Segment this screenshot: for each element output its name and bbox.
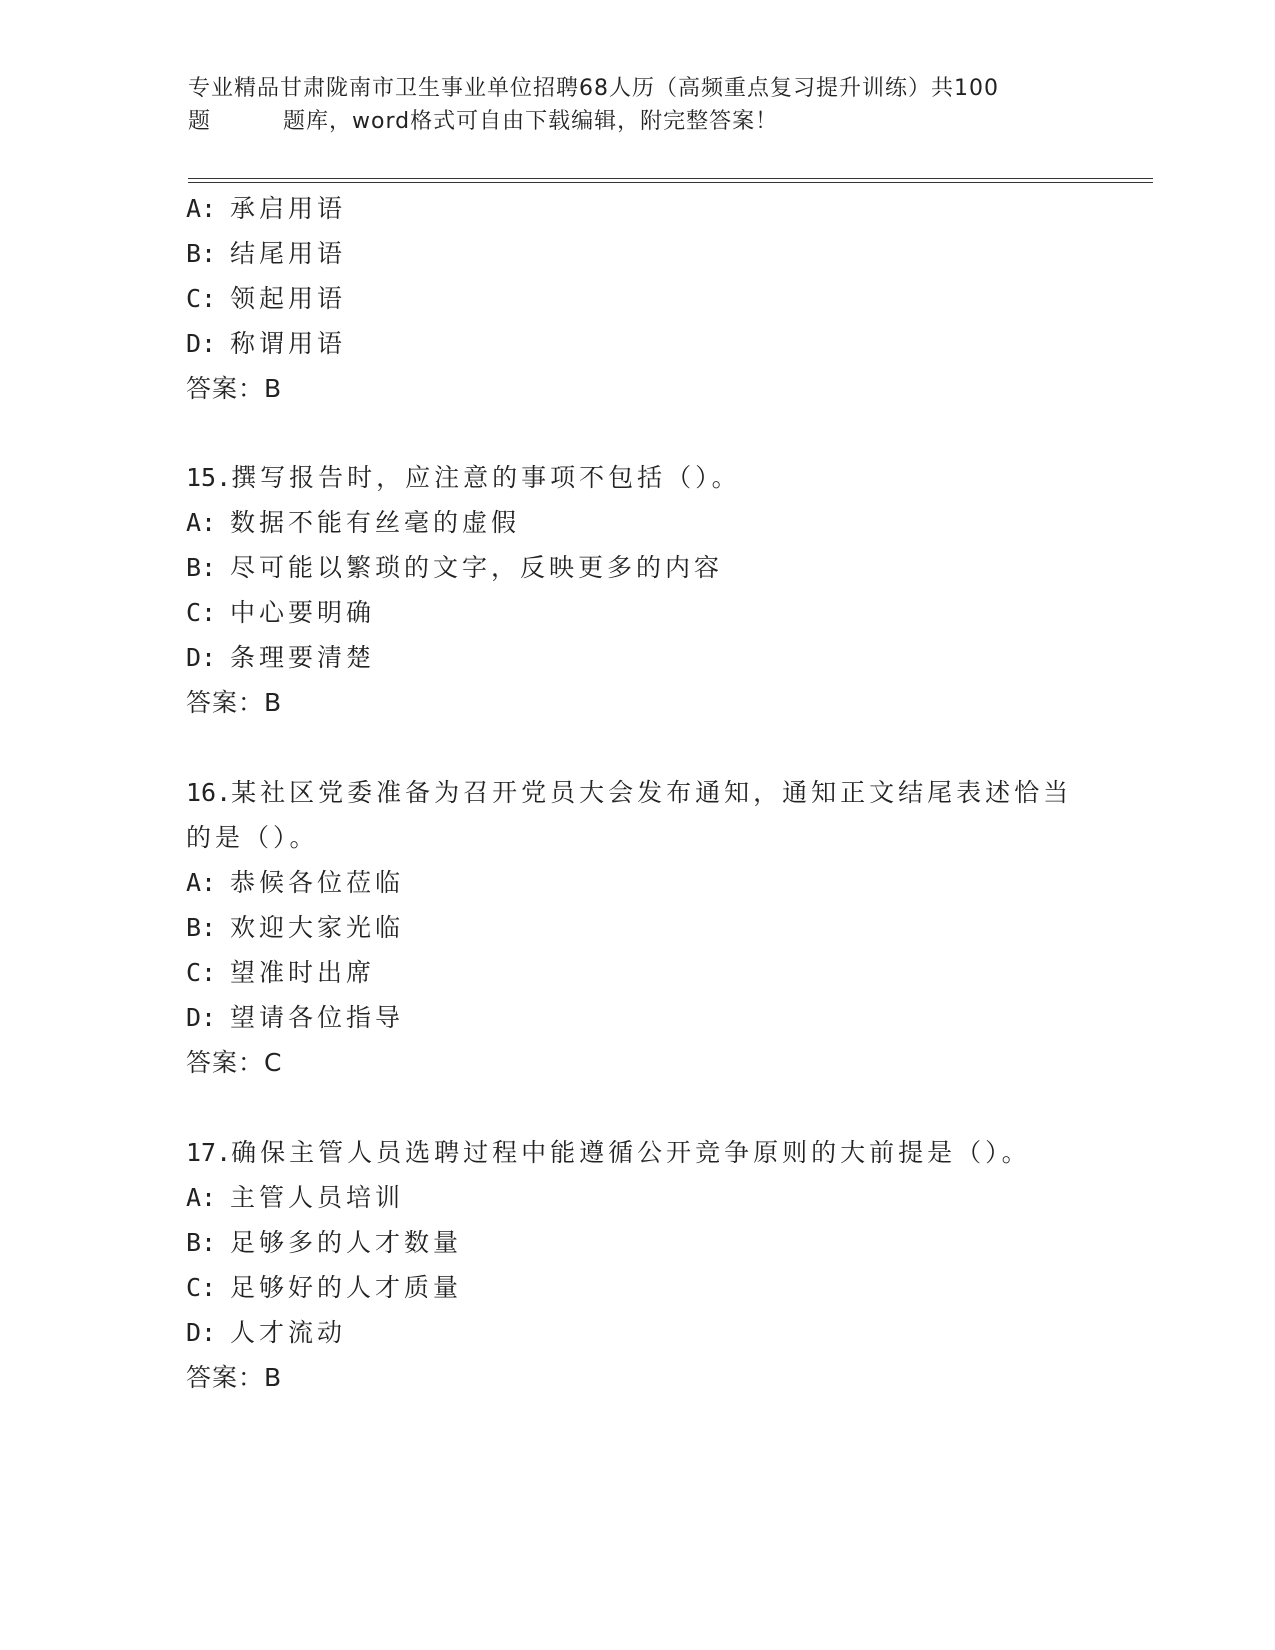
q17-question — [186, 1137, 1031, 1169]
option-text: 数据不能有丝毫的虚假 — [230, 508, 521, 537]
q15-question — [186, 462, 741, 494]
option-letter: D: — [186, 1003, 217, 1032]
option-letter: B: — [186, 553, 217, 582]
q15-option-a — [186, 507, 520, 539]
option-text: 结尾用语 — [230, 239, 347, 268]
question-number: 17. — [186, 1138, 232, 1167]
q14-answer — [186, 373, 281, 405]
q16-option-a — [186, 867, 404, 899]
option-letter: D: — [186, 329, 217, 358]
option-letter: D: — [186, 1318, 217, 1347]
answer-value: C — [264, 1048, 282, 1077]
answer-value: B — [264, 688, 282, 717]
question-number: 16. — [186, 778, 232, 807]
header-line-2 — [188, 105, 1088, 138]
q15-option-c — [186, 597, 375, 629]
q16-answer — [186, 1047, 281, 1079]
answer-value: B — [264, 1363, 282, 1392]
answer-value: B — [264, 374, 282, 403]
question-text: 撰写报告时，应注意的事项不包括（）。 — [231, 463, 741, 492]
option-text: 条理要清楚 — [230, 643, 376, 672]
q15-answer — [186, 687, 281, 719]
option-letter: A: — [186, 1183, 217, 1212]
q16-option-d — [186, 1002, 404, 1034]
option-text: 尽可能以繁琐的文字，反映更多的内容 — [230, 553, 724, 582]
option-text: 称谓用语 — [230, 329, 347, 358]
header-line-2-start: 题 — [188, 109, 212, 134]
q16-question — [186, 777, 1072, 809]
option-text: 主管人员培训 — [230, 1183, 405, 1212]
header-rule-top — [188, 178, 1153, 179]
option-letter: A: — [186, 194, 217, 223]
option-letter: A: — [186, 508, 217, 537]
q14-option-c — [186, 283, 346, 315]
question-text: 确保主管人员选聘过程中能遵循公开竞争原则的大前提是（）。 — [231, 1138, 1031, 1167]
q17-option-c — [186, 1272, 462, 1304]
option-text: 中心要明确 — [230, 598, 376, 627]
question-text-cont: 的是（）。 — [186, 823, 319, 852]
option-letter: C: — [186, 1273, 217, 1302]
option-letter: A: — [186, 868, 217, 897]
header-line-2-end: 题库，word格式可自由下载编辑，附完整答案！ — [283, 109, 779, 134]
q14-option-b — [186, 238, 346, 270]
question-text: 某社区党委准备为召开党员大会发布通知，通知正文结尾表述恰当 — [231, 778, 1073, 807]
option-text: 望请各位指导 — [230, 1003, 405, 1032]
answer-label: 答案： — [186, 688, 265, 717]
option-letter: C: — [186, 598, 217, 627]
q17-option-a — [186, 1182, 404, 1214]
q17-option-b — [186, 1227, 462, 1259]
option-text: 足够好的人才质量 — [230, 1273, 463, 1302]
option-text: 望准时出席 — [230, 958, 376, 987]
option-text: 恭候各位莅临 — [230, 868, 405, 897]
header-line-1: 专业精品甘肃陇南市卫生事业单位招聘68人历（高频重点复习提升训练）共100 — [188, 76, 999, 101]
q17-option-d — [186, 1317, 346, 1349]
option-letter: B: — [186, 1228, 217, 1257]
q15-option-d — [186, 642, 375, 674]
q16-question-cont — [186, 822, 319, 854]
header-rule-bottom — [188, 182, 1153, 183]
option-letter: B: — [186, 239, 217, 268]
option-letter: C: — [186, 284, 217, 313]
option-text: 足够多的人才数量 — [230, 1228, 463, 1257]
answer-label: 答案： — [186, 374, 265, 403]
document-header — [188, 72, 1088, 138]
q16-option-b — [186, 912, 404, 944]
option-letter: C: — [186, 958, 217, 987]
option-text: 欢迎大家光临 — [230, 913, 405, 942]
q17-answer — [186, 1362, 281, 1394]
option-text: 承启用语 — [230, 194, 347, 223]
q15-option-b — [186, 552, 723, 584]
q14-option-a — [186, 193, 346, 225]
option-letter: D: — [186, 643, 217, 672]
question-number: 15. — [186, 463, 232, 492]
answer-label: 答案： — [186, 1363, 265, 1392]
q14-option-d — [186, 328, 346, 360]
option-text: 领起用语 — [230, 284, 347, 313]
q16-option-c — [186, 957, 375, 989]
option-letter: B: — [186, 913, 217, 942]
answer-label: 答案： — [186, 1048, 265, 1077]
option-text: 人才流动 — [230, 1318, 347, 1347]
